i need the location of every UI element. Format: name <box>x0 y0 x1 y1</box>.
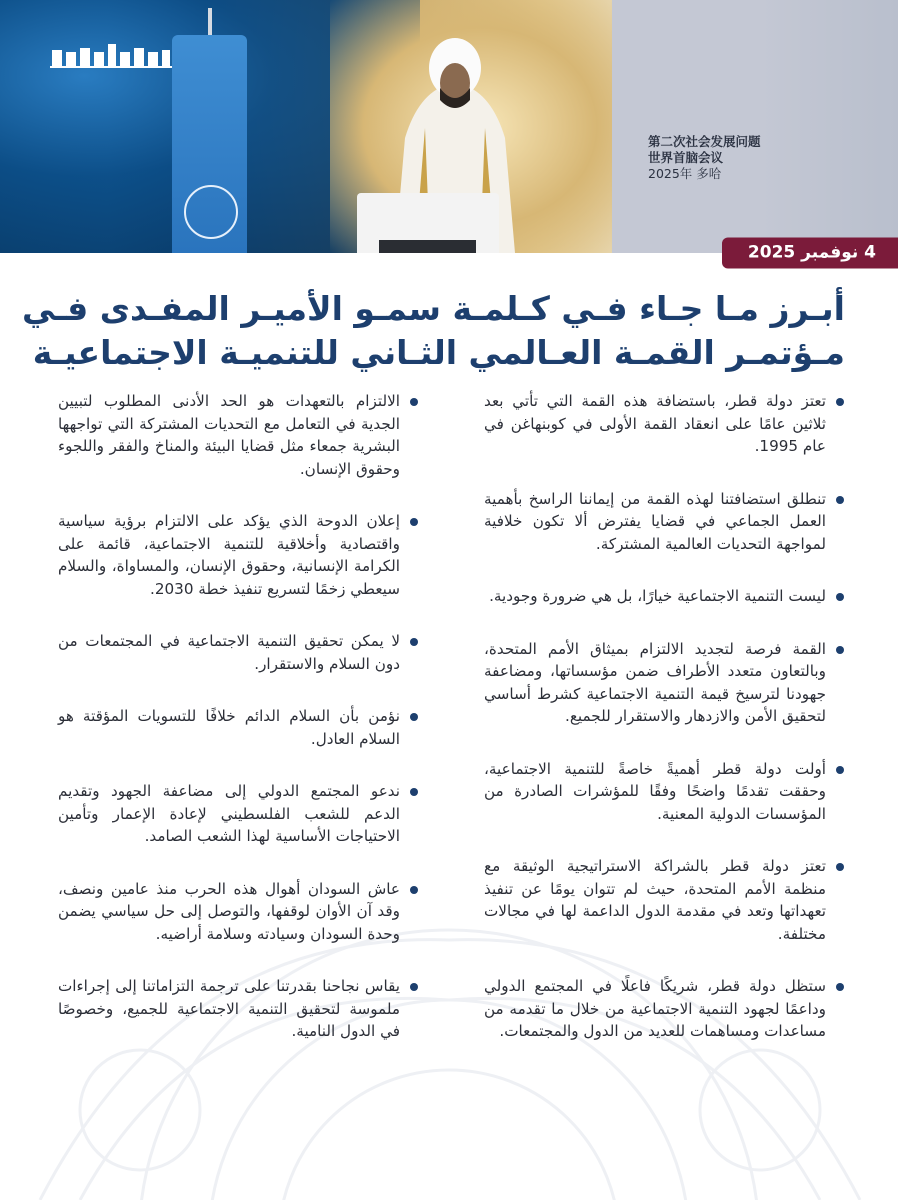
bullet-icon <box>410 713 418 721</box>
summit-backdrop <box>612 0 898 253</box>
list-item <box>58 630 418 675</box>
bullet-icon <box>410 638 418 646</box>
bullet-icon <box>410 518 418 526</box>
bullet-icon <box>836 646 844 654</box>
list-item-text: نؤمن بأن السلام الدائم خلافًا للتسويات المؤقتة هو السلام العادل. <box>58 707 400 748</box>
list-item <box>484 488 844 556</box>
un-flag <box>172 35 247 253</box>
list-item <box>58 975 418 1043</box>
list-item <box>484 855 844 945</box>
bullet-icon <box>836 983 844 991</box>
bullet-icon <box>410 983 418 991</box>
list-item-text: ليست التنمية الاجتماعية خيارًا، بل هي ضرورة وجودية. <box>489 587 826 605</box>
bullet-icon <box>410 788 418 796</box>
list-item-text: تنطلق استضافتنا لهذه القمة من إيماننا الراسخ بأهمية العمل الجماعي في قضايا يفترض ألا تكون خلافية لمواجهة التحديات العالمية المشتركة. <box>484 489 826 553</box>
bullet-icon <box>836 398 844 406</box>
page-title <box>21 287 845 375</box>
list-item <box>484 585 844 608</box>
title-line-1: أبـرز مـا جـاء فـي كـلمـة سمـو الأميـر المفـدى فـي <box>21 289 845 328</box>
summit-caption <box>648 134 788 182</box>
date-badge: 4 نوفمبر 2025 <box>722 238 898 269</box>
list-item-text: لا يمكن تحقيق التنمية الاجتماعية في المجتمعات من دون السلام والاستقرار. <box>58 632 400 673</box>
list-item-text: ستظل دولة قطر، شريكًا فاعلًا في المجتمع الدولي وداعمًا لجهود التنمية الاجتماعية من خلال ما تقدمه من مساعدات ومساهمات للعديد من الدول والمجتمعات. <box>484 977 826 1040</box>
list-item <box>484 390 844 458</box>
list-item-text: يقاس نجاحنا بقدرتنا على ترجمة التزاماتنا إلى إجراءات ملموسة لتحقيق التنمية الاجتماعية للجميع، وخصوصًا في الدول النامية. <box>58 977 400 1040</box>
bullet-icon <box>410 398 418 406</box>
list-item-text: تعتز دولة قطر بالشراكة الاستراتيجية الوثيقة مع منظمة الأمم المتحدة، حيث لم تتوان يومًا عن تنفيذ تعهداتها وتعد في مقدمة الدول الداعمة لها في مجالات مختلفة. <box>484 857 826 943</box>
bullet-icon <box>836 496 844 504</box>
list-item <box>58 510 418 600</box>
list-item-text: أولت دولة قطر أهميةً خاصةً للتنمية الاجتماعية، وحققت تقدمًا واضحًا وفقًا للمؤشرات الصادرة من المؤسسات الدولية المعنية. <box>484 759 826 823</box>
left-column <box>58 390 418 1073</box>
lectern <box>357 193 499 253</box>
list-item <box>58 780 418 848</box>
bullet-icon <box>836 863 844 871</box>
list-item-text: تعتز دولة قطر، باستضافة هذه القمة التي تأتي بعد ثلاثين عامًا على انعقاد القمة الأولى في كوبنهاغن في عام 1995. <box>484 392 826 455</box>
summit-caption-line: 世界首脑会议 <box>648 150 724 165</box>
bullet-icon <box>410 886 418 894</box>
amiri-diwan-logo <box>50 44 172 72</box>
list-item <box>484 975 844 1043</box>
list-item <box>58 390 418 480</box>
list-item <box>58 878 418 946</box>
list-item <box>58 705 418 750</box>
list-item-text: عاش السودان أهوال هذه الحرب منذ عامين ونصف، وقد آن الأوان لوقفها، والتوصل إلى حل سياسي يضمن وحدة السودان وسيادته وسلامة أراضيه. <box>58 879 400 943</box>
summit-caption-line: 第二次社会发展问题 <box>648 134 761 149</box>
bullet-icon <box>836 593 844 601</box>
title-line-2: مـؤتمـر القمـة العـالمي الثـاني للتنميـة الاجتماعيـة <box>32 333 845 372</box>
list-item <box>484 638 844 728</box>
list-item-text: الالتزام بالتعهدات هو الحد الأدنى المطلوب لتبيين الجدية في التعامل مع التحديات المشتركة التي تواجهها البشرية جمعاء مثل قضايا البيئة والمناخ والفقر واللجوء وحقوق الإنسان. <box>58 392 400 478</box>
hero-photo <box>0 0 898 253</box>
list-item-text: إعلان الدوحة الذي يؤكد على الالتزام برؤية سياسية واقتصادية وأخلاقية للتنمية الاجتماعية، قائمة على الكرامة الإنسانية، وحقوق الإنسان، والمساواة، والسلام سيعطي زخمًا لتسريع تنفيذ خطة 2030. <box>58 512 400 598</box>
list-item <box>484 758 844 826</box>
lectern-screen <box>379 240 476 253</box>
un-emblem-icon <box>184 185 238 239</box>
list-item-text: ندعو المجتمع الدولي إلى مضاعفة الجهود وتقديم الدعم للشعب الفلسطيني لإعادة الإعمار وتأمين الاحتياجات الأساسية لهذا الشعب الصامد. <box>58 782 400 845</box>
bullet-icon <box>836 766 844 774</box>
summit-caption-line: 2025年 多哈 <box>648 166 722 181</box>
list-item-text: القمة فرصة لتجديد الالتزام بميثاق الأمم المتحدة، وبالتعاون متعدد الأطراف ضمن مؤسساتها، ومضاعفة جهودنا لترسيخ قيمة التنمية الاجتماعية كشرط أساسي لتحقيق الأمن والازدهار والاستقرار للجميع. <box>484 639 826 725</box>
right-column <box>484 390 844 1073</box>
